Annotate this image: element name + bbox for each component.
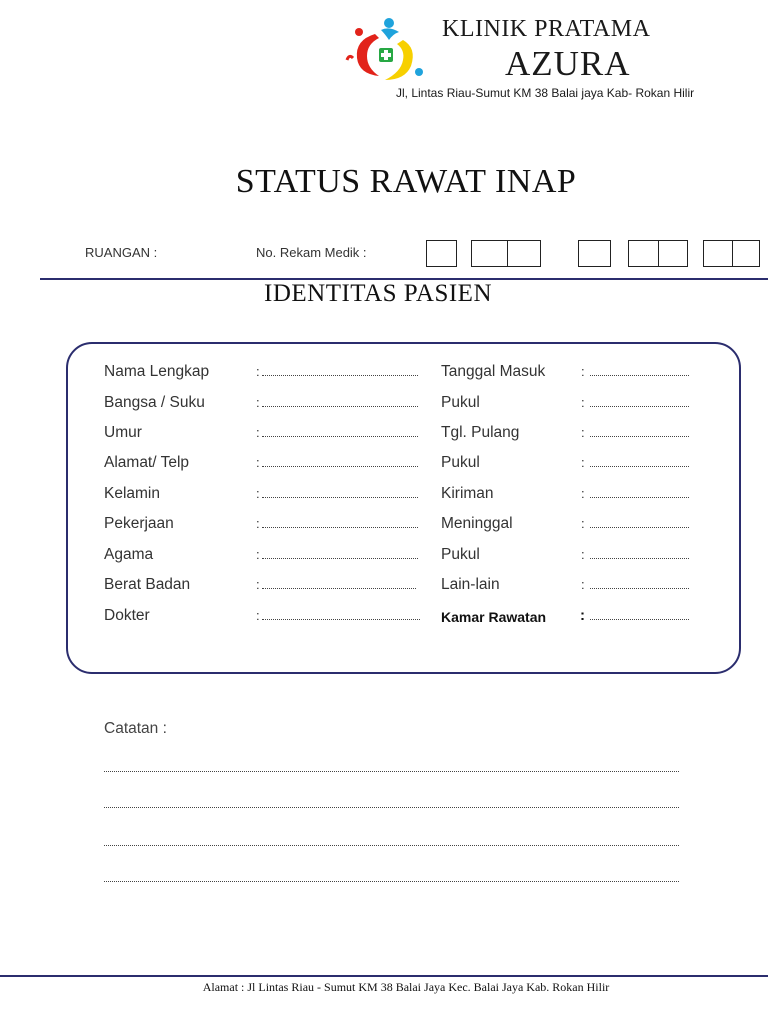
field-colon: : [581,486,585,501]
field-colon: : [256,577,260,592]
field-colon: : [581,455,585,470]
field-input-agama[interactable] [262,558,418,559]
field-input-meninggal[interactable] [590,527,689,528]
field-label-tgl-pulang: Tgl. Pulang [441,424,520,441]
field-label-pukul-masuk: Pukul [441,394,480,411]
field-input-nama-lengkap[interactable] [262,375,418,376]
field-label-meninggal: Meninggal [441,515,513,532]
field-label-nama-lengkap: Nama Lengkap [104,363,210,380]
section-title: IDENTITAS PASIEN [264,280,492,307]
catatan-line[interactable] [104,845,679,846]
field-colon: : [256,547,260,562]
field-colon: : [256,486,260,501]
catatan-line[interactable] [104,807,679,808]
field-input-alamat-telp[interactable] [262,466,418,467]
field-label-pukul-pulang: Pukul [441,454,480,471]
field-input-kiriman[interactable] [590,497,689,498]
field-label-kiriman: Kiriman [441,485,494,502]
field-label-dokter: Dokter [104,607,150,624]
field-label-kamar-rawatan: Kamar Rawatan [441,609,547,625]
field-colon: : [581,425,585,440]
field-colon: : [581,395,585,410]
field-label-pekerjaan: Pekerjaan [104,515,174,532]
footer-divider [0,975,768,977]
field-input-pukul-pulang[interactable] [590,466,689,467]
field-label-agama: Agama [104,546,154,563]
field-colon: : [256,516,260,531]
field-input-lain-lain[interactable] [590,588,689,589]
identity-panel [66,342,741,674]
field-label-bangsa-suku: Bangsa / Suku [104,394,205,411]
clinic-address: Jl, Lintas Riau-Sumut KM 38 Balai jaya Kab- Rokan Hilir [396,86,695,100]
field-input-pukul-masuk[interactable] [590,406,689,407]
clinic-logo-icon [345,14,429,86]
field-colon: : [256,425,260,440]
rekam-medik-box[interactable] [628,240,688,267]
field-input-pukul-meninggal[interactable] [590,558,689,559]
catatan-line[interactable] [104,881,679,882]
field-colon: : [581,577,585,592]
field-input-dokter[interactable] [262,619,420,620]
field-label-lain-lain: Lain-lain [441,576,500,593]
field-input-bangsa-suku[interactable] [262,406,418,407]
field-colon: : [581,547,585,562]
rekam-medik-box[interactable] [578,240,611,267]
ruangan-label: RUANGAN : [85,245,158,260]
field-input-tgl-pulang[interactable] [590,436,689,437]
clinic-brand: AZURA [505,44,631,83]
field-input-tanggal-masuk[interactable] [590,375,689,376]
document-title: STATUS RAWAT INAP [235,163,577,200]
field-colon: : [580,607,585,624]
field-colon: : [581,364,585,379]
field-colon: : [256,455,260,470]
rekam-medik-label: No. Rekam Medik : [256,245,367,260]
field-label-berat-badan: Berat Badan [104,576,191,593]
footer-address: Alamat : Jl Lintas Riau - Sumut KM 38 Balai Jaya Kec. Balai Jaya Kab. Rokan Hilir [202,980,610,994]
field-input-berat-badan[interactable] [262,588,416,589]
catatan-label: Catatan : [104,720,167,737]
field-label-tanggal-masuk: Tanggal Masuk [441,363,546,380]
field-colon: : [256,364,260,379]
field-label-alamat-telp: Alamat/ Telp [104,454,190,471]
rekam-medik-box[interactable] [426,240,457,267]
field-colon: : [256,608,260,623]
field-input-kamar-rawatan[interactable] [590,619,689,620]
field-label-pukul-meninggal: Pukul [441,546,480,563]
field-colon: : [256,395,260,410]
field-input-pekerjaan[interactable] [262,527,418,528]
rekam-medik-box[interactable] [703,240,760,267]
clinic-name: KLINIK PRATAMA [442,16,651,42]
field-input-kelamin[interactable] [262,497,418,498]
field-label-umur: Umur [104,424,142,441]
rekam-medik-box[interactable] [471,240,541,267]
field-input-umur[interactable] [262,436,418,437]
field-label-kelamin: Kelamin [104,485,160,502]
catatan-line[interactable] [104,771,679,772]
field-colon: : [581,516,585,531]
